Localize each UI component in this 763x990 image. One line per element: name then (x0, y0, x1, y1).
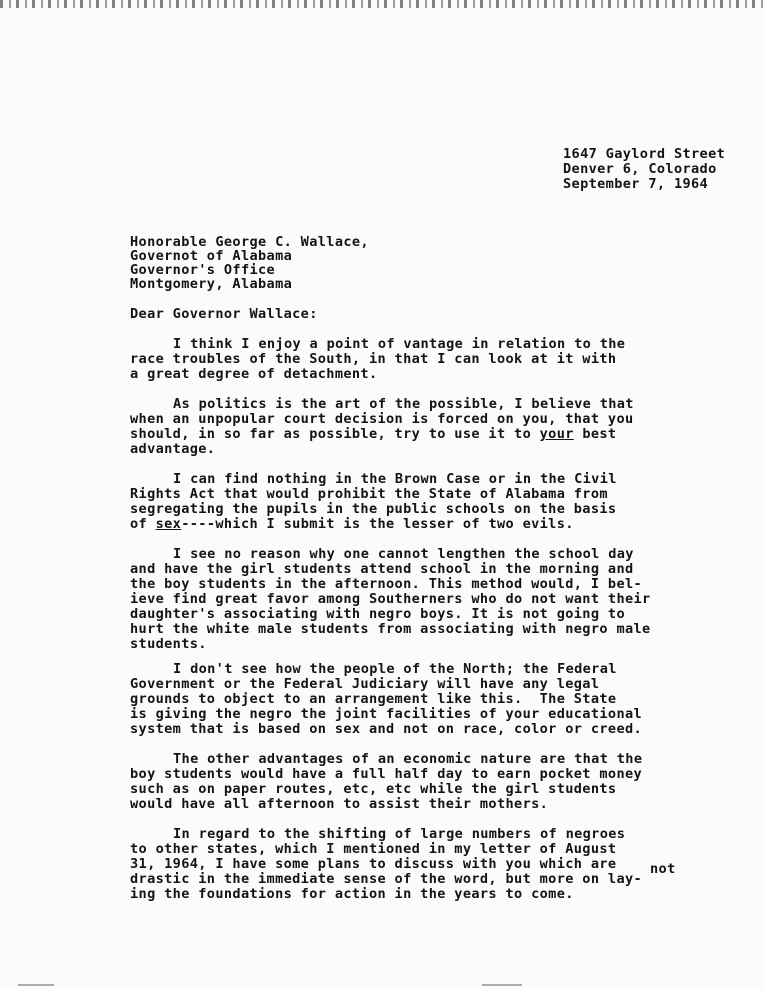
underlined-your: your (539, 426, 574, 442)
p5-line: Government or the Federal Judiciary will have any legal (130, 676, 600, 692)
p4-line: the boy students in the afternoon. This method would, I bel- (130, 576, 643, 592)
p1-line: race troubles of the South, in that I can look at it with (130, 351, 617, 367)
p2-line: when an unpopular court decision is forced on you, that you (130, 411, 634, 427)
p6-line: boy students would have a full half day to earn pocket money (130, 766, 643, 782)
p5-line: is giving the negro the joint facilities of your educational (130, 706, 643, 722)
p7-line: to other states, which I mentioned in my letter of August (130, 841, 617, 857)
recipient-name: Honorable George C. Wallace, (130, 234, 369, 250)
p2-line: As politics is the art of the possible, I believe that (173, 396, 634, 412)
p4-line: and have the girl students attend school in the morning and (130, 561, 634, 577)
p2-line: should, in so far as possible, try to use it to your best (130, 426, 617, 442)
p6-line: The other advantages of an economic nature are that the (173, 751, 643, 767)
p4-line: students. (130, 636, 207, 652)
p3-line: segregating the pupils in the public schools on the basis (130, 501, 617, 517)
p5-line: grounds to object to an arrangement like this. The State (130, 691, 617, 707)
p2-line: advantage. (130, 441, 216, 457)
scan-mark (18, 984, 54, 986)
p5-line: system that is based on sex and not on race, color or creed. (130, 721, 643, 737)
p7-line: ing the foundations for action in the years to come. (130, 886, 574, 902)
p7-line: In regard to the shifting of large numbers of negroes (173, 826, 626, 842)
p4-line: hurt the white male students from associating with negro male (130, 621, 651, 637)
p5-line: I don't see how the people of the North; the Federal (173, 661, 617, 677)
p6-line: would have all afternoon to assist their mothers. (130, 796, 549, 812)
p7-line: 31, 1964, I have some plans to discuss with you which are (130, 856, 617, 872)
p4-line: ieve find great favor among Southerners who do not want their (130, 591, 651, 607)
p3-line: of sex----which I submit is the lesser of two evils. (130, 516, 574, 532)
scan-mark (482, 984, 522, 986)
p4-line: I see no reason why one cannot lengthen the school day (173, 546, 634, 562)
sender-street: 1647 Gaylord Street (563, 146, 726, 162)
recipient-title: Governot of Alabama (130, 248, 293, 264)
recipient-city: Montgomery, Alabama (130, 276, 293, 292)
p3-line: I can find nothing in the Brown Case or in the Civil (173, 471, 617, 487)
p3-line: Rights Act that would prohibit the State of Alabama from (130, 486, 608, 502)
letter-date: September 7, 1964 (563, 176, 709, 192)
p6-line: such as on paper routes, etc, etc while the girl students (130, 781, 617, 797)
sender-city: Denver 6, Colorado (563, 161, 717, 177)
underlined-sex: sex (155, 516, 182, 532)
scan-top-edge (0, 0, 763, 8)
p1-line: I think I enjoy a point of vantage in relation to the (173, 336, 626, 352)
recipient-office: Governor's Office (130, 262, 276, 278)
p7-margin-word: not (650, 861, 676, 877)
p1-line: a great degree of detachment. (130, 366, 378, 382)
p4-line: daughter's associating with negro boys. It is not going to (130, 606, 625, 622)
p7-line: drastic in the immediate sense of the word, but more on lay- (130, 871, 643, 887)
salutation: Dear Governor Wallace: (130, 306, 318, 322)
